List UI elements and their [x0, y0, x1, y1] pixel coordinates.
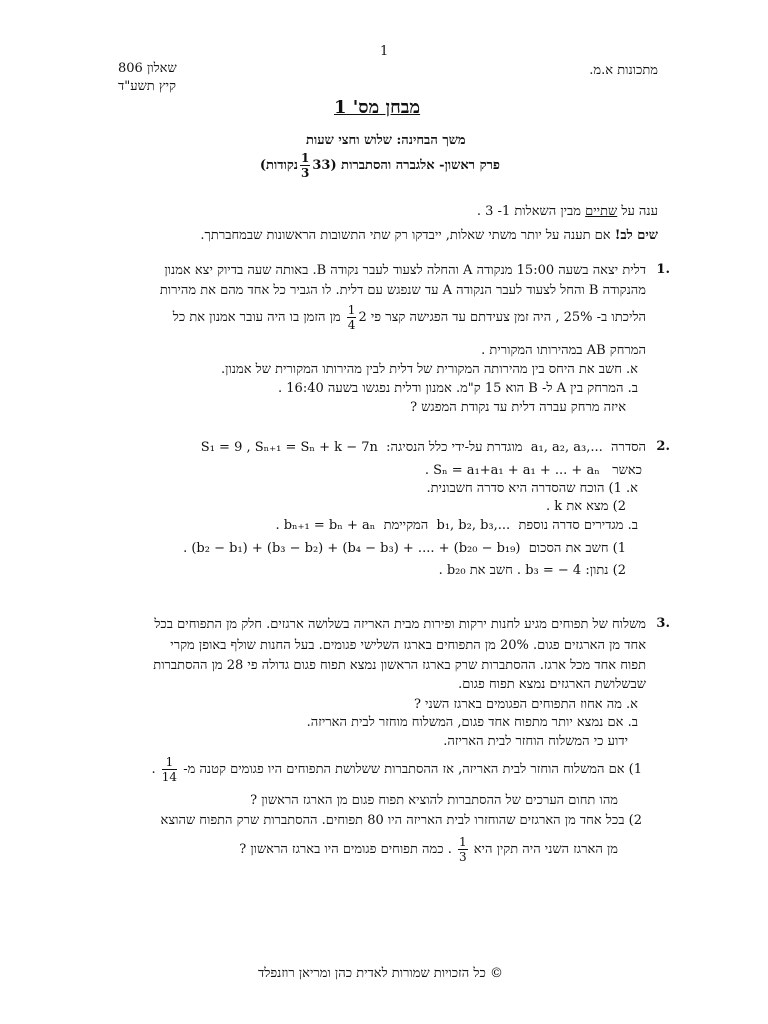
- instruction-line-2: שים לב! אם תענה על יותר משתי שאלות, ייבדקו רק שתי התשובות הראשונות שבמחברתך.: [200, 228, 658, 243]
- q1-part-b-question: איזה מרחק עברה דלית עד נקודת המפגש ?: [410, 400, 626, 415]
- q1-part-b: ב. המרחק בין A ל- B הוא 15 ק"מ. אמנון ודלית נפגשו בשעה 16:40 .: [278, 381, 638, 396]
- q3-part-b-1-question: מהו תחום הערכים של ההסתברות להוציא תפוח פגום מן הארגז הראשון ?: [250, 793, 618, 808]
- page-number: 1: [380, 44, 389, 59]
- instruction-line-1: ענה על שתיים מבין השאלות 1- 3 .: [476, 204, 658, 219]
- copyright-footer: © כל הזכויות שמורות לאדית כהן ומריאן רוזנפלד: [258, 966, 503, 981]
- q3-part-b-1: 1) אם המשלוח הוחזר לבית האריזה, אז ההסתברות ששלושת התפוחים היו פגומים קטנה מ- $\frac{1}{14}$ .: [151, 755, 642, 784]
- q2-part-b: ב. מגדירים סדרה נוספת b₁, b₂, b₃,... המקיימת bₙ₊₁ = bₙ + aₙ .: [275, 518, 638, 533]
- q2-part-a-1: א. 1) הוכח שהסדרה היא סדרה חשבונית.: [426, 481, 638, 496]
- q2-number: 2.: [656, 439, 670, 454]
- q1-line-1: דלית יצאה בשעה 15:00 מנקודה A והחלה לצעוד לעבר נקודה B. באותה שעה בדיוק יצא אמנון: [164, 263, 646, 278]
- q2-line-1: הסדרה a₁, a₂, a₃,... מוגדרת על-ידי כלל הנסיגה: S₁ = 9 , Sₙ₊₁ = Sₙ + k − 7n: [200, 440, 646, 455]
- q2-part-b-2: 2) נתון: b₃ = − 4 . חשב את b₂₀ .: [438, 563, 626, 578]
- q3-line-1: משלוח של תפוחים מגיע לחנות ירקות ופירות מבית האריזה בשלושה ארגזים. חלק מן התפוחים בכל: [154, 617, 646, 632]
- exam-duration: משך הבחינה: שלוש וחצי שעות: [306, 133, 466, 148]
- q3-part-b: ב. אם נמצא יותר מתפוח אחד פגום, המשלוח מוחזר לבית האריזה.: [306, 715, 638, 730]
- q3-part-b-2-cont: מן הארגז השני היה תקין היא $\frac{1}{3}$ . כמה תפוחים פגומים היו בארגז הראשון ?: [239, 835, 618, 864]
- q1-part-a: א. חשב את היחס בין מהירותה המקורית של דלית לבין מהירותו המקורית של אמנון.: [221, 362, 638, 377]
- exam-season: קיץ תשע"ד: [118, 79, 176, 94]
- q2-part-b-1: 1) חשב את הסכום (b₂ − b₁) + (b₃ − b₂) + (b₄ − b₃) + .... + (b₂₀ − b₁₉) .: [183, 541, 626, 556]
- q1-line-3: הליכתו ב- 25% , היה זמן צעידתם עד הפגישה קצר פי 2 $\frac{1}{4}$ מן הזמן בו היה עובר אמנון את כל: [172, 303, 646, 332]
- q3-line-3: תפוח אחד מכל ארגז. ההסתברות שרק בארגז הראשון נמצא תפוח פגום גדולה פי 28 מן ההסתברות: [153, 658, 646, 673]
- q1-number: 1.: [656, 262, 670, 277]
- q3-line-2: אחד מן הארגזים פגום. 20% מן התפוחים בארגז השלישי פגומים. בעל החנות שולף באופן מקרי: [170, 638, 646, 653]
- page-title: מבחן מס' 1: [334, 97, 421, 118]
- q1-line-2: מהנקודה B והחל לצעוד לעבר הנקודה A עד שנפגש עם דלית. לו הגביר כל אחד מהם את מהירות: [159, 283, 646, 298]
- q3-known: ידוע כי המשלוח הוחזר לבית האריזה.: [443, 734, 628, 749]
- q3-part-b-2: 2) בכל אחד מן הארגזים שהוחזרו לבית האריזה היו 80 תפוחים. ההסתברות שרק התפוח שהוצא: [160, 813, 642, 828]
- q2-part-a-2: 2) מצא את k .: [546, 499, 626, 514]
- q3-number: 3.: [656, 616, 670, 631]
- part-one-heading: פרק ראשון- אלגברה והסתברות (33 $\frac{1}{3}$ נקודות): [259, 151, 500, 180]
- q3-part-a: א. מה אחוז התפוחים הפגומים בארגז השני ?: [413, 697, 638, 712]
- q3-line-4: שבשלושת הארגזים נמצא תפוח פגום.: [458, 677, 646, 692]
- q1-line-4: המרחק AB במהירותו המקורית .: [481, 343, 646, 358]
- publisher: מתכונות א.מ.: [589, 63, 658, 78]
- q2-line-2: כאשר Sₙ = a₁+a₁ + a₁ + ... + aₙ .: [424, 463, 642, 478]
- exam-code: שאלון 806: [118, 61, 177, 76]
